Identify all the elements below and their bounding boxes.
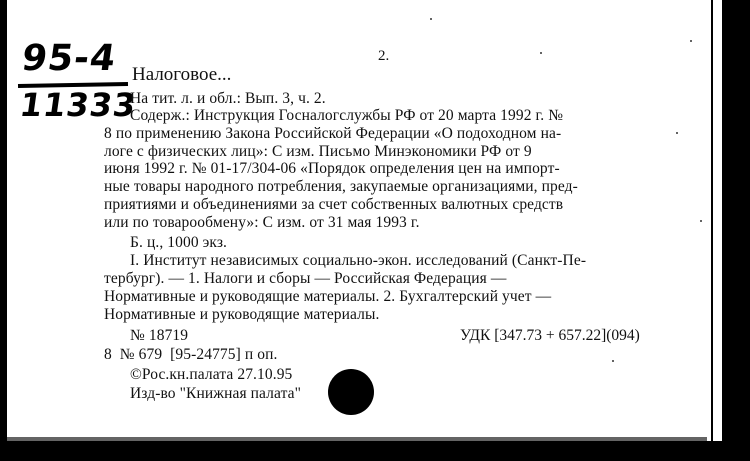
scan-border-bottom bbox=[0, 441, 750, 461]
scan-speck bbox=[700, 220, 702, 222]
card-line: или по товарообмену»: С изм. от 31 мая 1993 г. bbox=[104, 214, 420, 231]
card-line: ные товары народного потребления, закупаемые организациями, пред- bbox=[104, 178, 578, 195]
card-line-subjects: Нормативные и руководящие материалы. bbox=[104, 306, 380, 323]
card-line-subjects: Нормативные и руководящие материалы. 2. Бухгалтерский учет — bbox=[104, 288, 552, 305]
card-line-copyright: ©Рос.кн.палата 27.10.95 bbox=[130, 366, 297, 383]
scan-border-right-inner bbox=[711, 0, 722, 461]
card-line-print-run: Б. ц., 1000 экз. bbox=[130, 234, 228, 251]
scan-border-left bbox=[0, 0, 7, 461]
card-line-registration: 8 № 679 [95-24775] п оп. bbox=[104, 346, 278, 363]
scan-speck bbox=[430, 18, 432, 20]
page-number: 2. bbox=[378, 48, 390, 64]
scan-speck bbox=[540, 52, 542, 54]
handwritten-call-number-top: 95-4 bbox=[19, 38, 119, 79]
card-line: приятиями и объединениями за счет собственных валютных средств bbox=[104, 196, 564, 213]
scan-speck bbox=[612, 360, 614, 362]
card-line-publisher: Изд-во "Книжная палата" bbox=[130, 385, 302, 402]
scan-border-right bbox=[722, 0, 750, 461]
card-line-author-institute: I. Институт независимых социально-экон. исследований (Санкт-Пе- bbox=[130, 252, 587, 269]
card-line-number: № 18719 bbox=[130, 327, 189, 344]
card-line-subjects: тербург). — 1. Налоги и сборы — Российская Федерация — bbox=[104, 270, 507, 287]
scan-speck bbox=[676, 132, 678, 134]
card-title: Налоговое... bbox=[132, 64, 232, 85]
card-line: июня 1992 г. № 01-17/304-06 «Порядок определения цен на импорт- bbox=[104, 160, 560, 177]
ink-blot bbox=[328, 369, 374, 415]
scan-speck bbox=[690, 40, 692, 42]
udk-classification: УДК [347.73 + 657.22](094) bbox=[460, 327, 640, 344]
card-line: 8 по применению Закона Российской Федерации «О подоходном на- bbox=[104, 125, 562, 142]
card-line-contents: Содерж.: Инструкция Госналогслужбы РФ от 20 марта 1992 г. № bbox=[130, 107, 564, 124]
card-line-title-page: На тит. л. и обл.: Вып. 3, ч. 2. bbox=[130, 90, 326, 107]
handwritten-call-number-bottom: 11333 bbox=[17, 86, 139, 124]
card-line: логе с физических лиц»: С изм. Письмо Минэкономики РФ от 9 bbox=[104, 143, 532, 160]
